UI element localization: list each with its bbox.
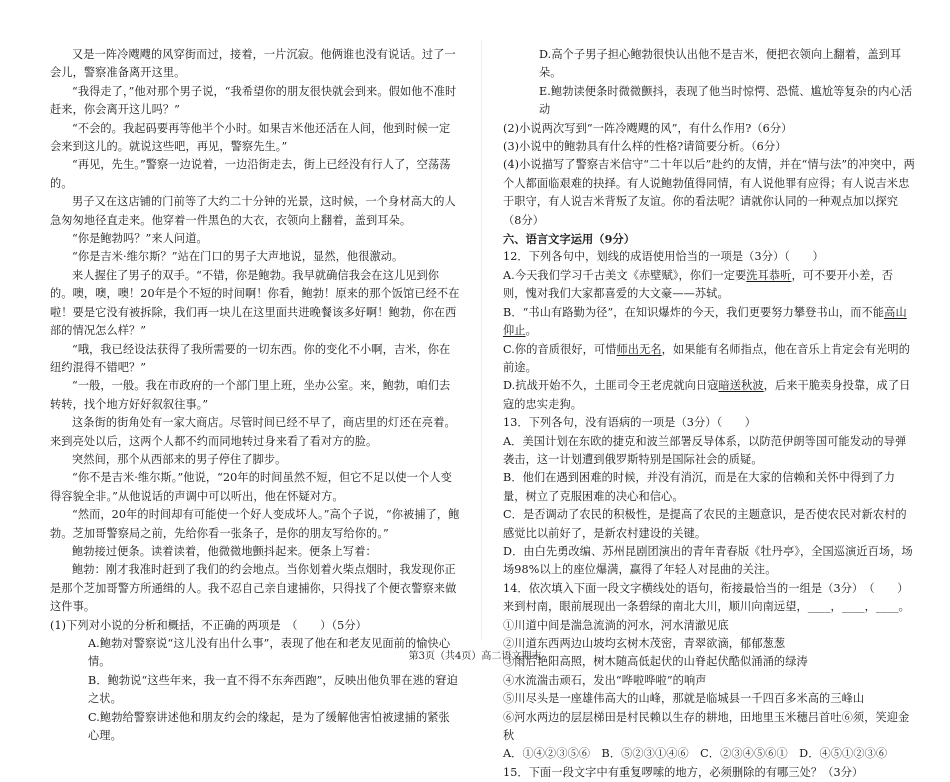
question-14-passage: 来到村南，眼前展现出一条碧绿的南北大川，顺川向南远望，____，____，____。 xyxy=(503,598,915,616)
right-column xyxy=(503,46,915,782)
question-3: (3)小说中的鲍勃具有什么样的性格?请简要分析。（6分） xyxy=(503,140,787,154)
question-1-option-b: B．鲍勃说“这些年来，我一直不得不东奔西跑”，反映出他负罪在逃的窘迫之状。 xyxy=(88,673,458,706)
question-14-answers: A．①④②③⑤⑥ B．⑤②③①④⑥ C．②③④⑤⑥① D．④⑤①②③⑥ xyxy=(503,747,888,761)
question-1-option-c: C.鲍勃给警察讲述他和朋友约会的缘起，是为了缓解他害怕被逮捕的紧张心理。 xyxy=(88,710,450,743)
question-14-item: ④水流湍击顽石，发出“哗啦哗啦”的响声 xyxy=(503,673,707,687)
story-paragraph: “一般，一般。我在市政府的一个部门里上班，坐办公室。来，鲍勃，咱们去转转，找个地方好好叙叙往事。” xyxy=(50,379,451,411)
question-14-item: ②川道东西两边山坡均玄树木茂密，青翠欲滴，郁郁葱葱 xyxy=(503,637,786,650)
page-footer: 第3页（共4页）高二语文期末 xyxy=(408,651,542,662)
section-title: 六、语言文字运用（9分） xyxy=(503,232,636,247)
question-14-item: ⑤川尽头是一座雄伟高大的山峰，那就是临城县一千四百多米高的三峰山 xyxy=(503,692,865,706)
story-paragraph: “再见，先生。”警察一边说着，一边沿街走去，街上已经没有行人了，空荡荡的。 xyxy=(50,158,451,190)
fill-blank: ____，____，____。 xyxy=(807,600,910,614)
story-paragraph: 这条街的街角处有一家大商店。尽管时间已经不早了，商店里的灯还在亮着。来到亮处以后，这两个人都不约而同地转过身来看了看对方的脸。 xyxy=(50,416,456,448)
story-paragraph: 鲍勃：刚才我准时赶到了我们的约会地点。当你划着火柴点烟时，我发现你正是那个芝加哥警方所通缉的人。我不忍自己亲自逮捕你，只得找了个便衣警察来做这件事。 xyxy=(50,563,457,614)
question-14-stem: 14．依次填入下面一段文字横线处的语句，衔接最恰当的一组是（3分） （ ） xyxy=(503,581,909,595)
story-paragraph: “不会的。我起码要再等他半个小时。如果吉米他还活在人间，他到时候一定会来到这儿的。就说这些吧，再见，警察先生。” xyxy=(50,121,451,154)
question-12-option-d: D.抗战开始不久，土匪司令王老虎就向日寇暗送秋波，后来干脆卖身投靠，成了日寇的忠实走狗。 xyxy=(503,379,911,411)
underlined-idiom: 师出无名 xyxy=(616,342,662,356)
story-paragraph: 又是一阵冷飕飕的风穿街而过，接着，一片沉寂。他俩谁也没有说话。过了一会儿，警察准备离开这里。 xyxy=(50,48,456,80)
question-12-stem: 12．下列各句中，划线的成语使用恰当的一项是（3分）（ ） xyxy=(503,250,824,264)
story-paragraph: “然而，20年的时间却有可能使一个好人变成坏人。”高个子说，“你被捕了，鲍勃。芝加哥警察局之前，先给你看一张条子，是你的朋友写给你的。” xyxy=(50,508,460,540)
question-13-option-c: C．是否调动了农民的积极性，是提高了农民的主题意识，是否使农民对新农村的感觉比以前好了，是新农村建设的关键。 xyxy=(503,508,907,540)
story-paragraph: “你是鲍勃吗？”来人问道。 xyxy=(72,232,208,246)
question-13-option-b: B．他们在遇到困难的时候，并没有消沉，而是在大家的信赖和关怀中得到了力量，树立了克服困难的决心和信心。 xyxy=(503,471,896,503)
underlined-idiom: 高山仰止 xyxy=(503,305,907,338)
question-15: 15．下面一段文字中有重复啰嗦的地方，必须删除的有哪三处？（3分） xyxy=(503,765,864,779)
story-paragraph: 突然间，那个从西部来的男子停住了脚步。 xyxy=(72,452,287,466)
story-paragraph: “我得走了，”他对那个男子说，“我希望你的朋友很快就会到来。假如他不准时赶来，你会离开这儿吗？” xyxy=(50,84,457,117)
question-13-option-a: A．美国计划在东欧的捷克和波兰部署反导体系，以防范伊朗等国可能发动的导弹袭击，这一计划遭到俄罗斯特别是国际社会的质疑。 xyxy=(503,434,907,466)
question-4: (4)小说描写了警察吉米信守“二十年以后”赴约的友情，并在“情与法”的冲突中，两个人都面临艰难的抉择。有人说鲍勃值得同情，有人说他罪有应得；有人说吉米忠于职守，有人说吉米背叛了友谊。你的看法呢？请就你认同的一种观点加以探究（8分） xyxy=(503,158,915,227)
story-paragraph: “你是吉米·维尔斯？”站在门口的男子大声地说，显然，他很激动。 xyxy=(72,250,404,264)
story-paragraph: “你不是吉米·维尔斯。”他说，“20年的时间虽然不短，但它不足以使一个人变得容貌全非。”从他说话的声调中可以听出，他在怀疑对方。 xyxy=(50,471,452,503)
column-divider xyxy=(481,40,482,640)
question-14-item: ③雨后艳阳高照，树木随高低起伏的山脊起伏酷似涌涌的绿涛 xyxy=(503,655,808,669)
left-column xyxy=(50,46,460,745)
question-2: (2)小说两次写到“一阵冷飕飕的风”，有什么作用?（6分） xyxy=(503,121,793,135)
question-1-option-a: A.鲍勃对警察说“这儿没有出什么事”，表现了他在和老友见面前的愉快心情。 xyxy=(88,637,451,669)
question-14-item: ①川道中间是湍急流淌的河水，河水清澈见底 xyxy=(503,618,729,632)
question-14-item: ⑥河水两边的层层梯田是村民赖以生存的耕地，田地里玉米穗吕首吐⑥须，笑迎金秋 xyxy=(503,710,910,743)
story-paragraph: 来人握住了男子的双手。“不错，你是鲍勃。我早就确信我会在这儿见到你的。噢，噢，噢！20年是个不短的时间啊！你看，鲍勃！原来的那个饭馆已经不在啦！要是它没有被拆除，我们再一块儿在这里面共进晚餐该多好啊！鲍勃，你在西部的情况怎么样？” xyxy=(50,268,460,338)
question-13-option-d: D．由白先勇改编、苏州昆剧团演出的青年青春版《牡丹亭》，全国巡演近百场，场场98%以上的座位爆满，赢得了年轻人对昆曲的关注。 xyxy=(503,544,913,577)
underlined-idiom: 洗耳恭听 xyxy=(746,268,792,282)
question-13-stem: 13．下列各句，没有语病的一项是（3分）（ ） xyxy=(503,416,757,430)
underlined-idiom: 暗送秋波 xyxy=(718,379,764,393)
question-12-option-c: C.你的音质很好，可惜师出无名，如果能有名师指点，他在音乐上肯定会有光明的前途。 xyxy=(503,342,910,374)
question-12-option-b: B．“书山有路勤为径”，在知识爆炸的今天，我们更要努力攀登书山，而不能高山仰止。 xyxy=(503,305,907,338)
question-1-option-d: D.高个子男子担心鲍勃很快认出他不是吉米，便把衣领向上翻着，盖到耳朵。 xyxy=(539,48,902,80)
question-1-stem: (1)下列对小说的分析和概括，不正确的两项是 （ ）（5分） xyxy=(50,618,367,632)
story-paragraph: 鲍勃接过便条。读着读着，他微微地颤抖起来。便条上写着： xyxy=(72,544,377,558)
story-paragraph: “哦，我已经设法获得了我所需要的一切东西。你的变化不小啊，吉米，你在纽约混得不错吧？” xyxy=(50,342,451,374)
question-1-option-e: E.鲍勃读便条时微微颤抖，表现了他当时惊愕、恐慌、尴尬等复杂的内心活动 xyxy=(539,84,913,117)
story-paragraph: 男子又在这店铺的门前等了大约二十分钟的光景，这时候，一个身材高大的人急匆匆地径直走来。他穿着一件黑色的大衣，衣领向上翻着，盖到耳朵。 xyxy=(50,195,456,227)
question-12-option-a: A.今天我们学习千古美文《赤壁赋》，你们一定要洗耳恭听，可不要开小差，否则，愧对我们大家都喜爱的大文豪——苏轼。 xyxy=(503,268,894,301)
